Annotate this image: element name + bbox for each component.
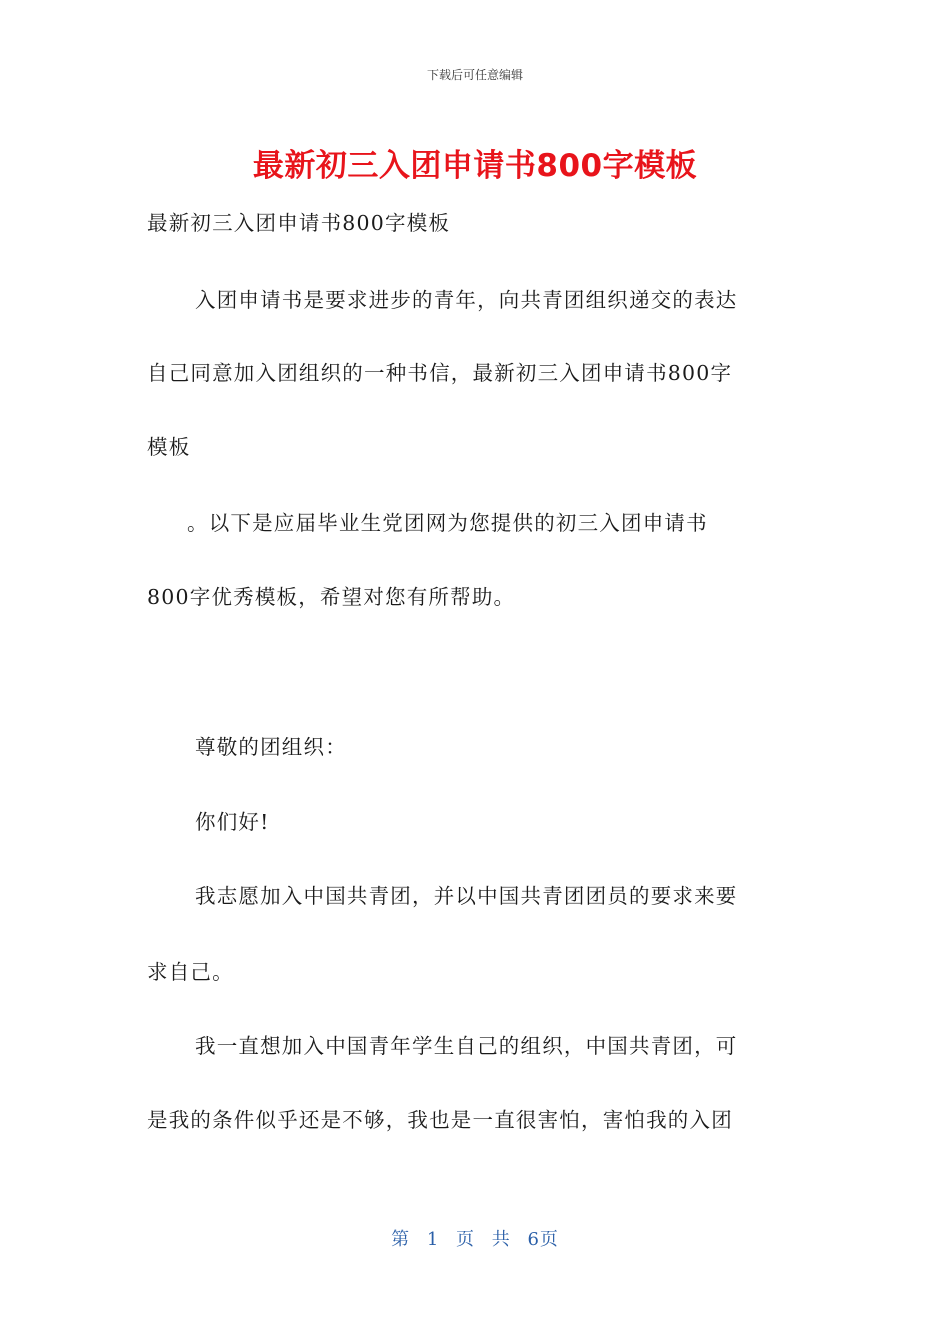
- paragraph-line: 是我的条件似乎还是不够，我也是一直很害怕，害怕我的入团: [147, 1108, 733, 1132]
- footer-ye: 页: [456, 1229, 475, 1250]
- page-footer: [0, 1225, 950, 1251]
- footer-gong: 共: [491, 1229, 511, 1250]
- paragraph-line: 模板: [147, 435, 191, 459]
- paragraph-line: 我志愿加入中国共青团，并以中国共青团团员的要求来要: [195, 884, 738, 908]
- document-title: 最新初三入团申请书800字模板: [252, 148, 698, 184]
- paragraph-line: 自己同意加入团组织的一种书信，最新初三入团申请书800字: [147, 361, 733, 385]
- header-note: 下载后可任意编辑: [426, 68, 523, 82]
- paragraph-line: 。以下是应届毕业生党团网为您提供的初三入团申请书: [187, 511, 708, 535]
- paragraph-line: 我一直想加入中国青年学生自己的组织，中国共青团，可: [195, 1034, 738, 1058]
- footer-page-number: 1: [426, 1229, 440, 1250]
- paragraph-line: 800字优秀模板，希望对您有所帮助。: [147, 585, 516, 609]
- greeting: 你们好!: [195, 810, 270, 834]
- paragraph-line: 求自己。: [147, 960, 234, 984]
- subtitle-line: 最新初三入团申请书800字模板: [147, 211, 451, 235]
- footer-di: 第: [391, 1229, 411, 1250]
- salutation: 尊敬的团组织：: [195, 735, 347, 759]
- footer-total-pages: 6页: [527, 1229, 559, 1250]
- paragraph-line: 入团申请书是要求进步的青年，向共青团组织递交的表达: [195, 288, 738, 312]
